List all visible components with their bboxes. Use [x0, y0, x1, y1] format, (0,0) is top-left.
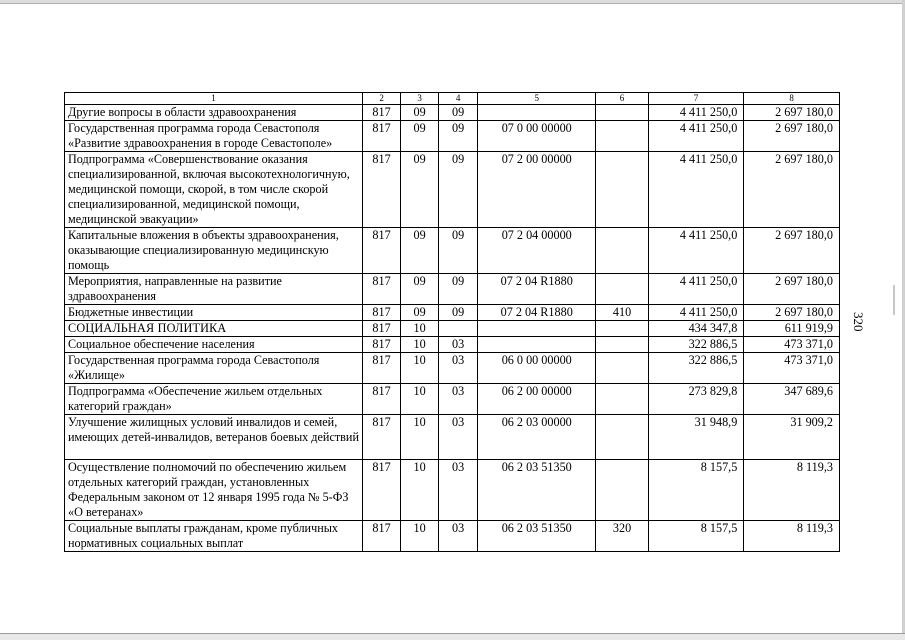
amount-year2-cell: 2 697 180,0	[744, 274, 840, 305]
expense-type-cell	[596, 337, 648, 353]
column-number: 3	[401, 93, 439, 105]
scan-smudge	[893, 285, 895, 315]
expense-type-cell: 410	[596, 305, 648, 321]
section-code-cell: 10	[401, 415, 439, 460]
ministry-code-cell: 817	[363, 152, 401, 228]
subsection-code-cell	[439, 321, 478, 337]
subsection-code-cell: 09	[439, 105, 478, 121]
subsection-code-cell: 03	[439, 521, 478, 552]
subsection-code-cell: 03	[439, 415, 478, 460]
expense-type-cell	[596, 121, 648, 152]
table-row	[65, 228, 840, 274]
item-name-cell: Мероприятия, направленные на развитие здравоохранения	[65, 274, 363, 305]
expense-type-cell: 320	[596, 521, 648, 552]
target-article-cell: 07 2 04 R1880	[478, 274, 596, 305]
expense-type-cell	[596, 274, 648, 305]
expense-type-cell	[596, 415, 648, 460]
item-name-cell: Социальное обеспечение населения	[65, 337, 363, 353]
item-name-cell: Государственная программа города Севастополя «Развитие здравоохранения в городе Севастополе»	[65, 121, 363, 152]
section-code-cell: 09	[401, 228, 439, 274]
subsection-code-cell: 09	[439, 228, 478, 274]
amount-year1-cell: 4 411 250,0	[648, 121, 744, 152]
target-article-cell: 07 0 00 00000	[478, 121, 596, 152]
subsection-code-cell: 03	[439, 384, 478, 415]
table-row	[65, 353, 840, 384]
subsection-code-cell: 09	[439, 121, 478, 152]
table-row	[65, 121, 840, 152]
item-name-cell: Бюджетные инвестиции	[65, 305, 363, 321]
subsection-code-cell: 03	[439, 353, 478, 384]
expense-type-cell	[596, 353, 648, 384]
section-code-cell: 09	[401, 274, 439, 305]
subsection-code-cell: 03	[439, 460, 478, 521]
amount-year1-cell: 322 886,5	[648, 337, 744, 353]
target-article-cell: 06 2 03 51350	[478, 521, 596, 552]
amount-year2-cell: 473 371,0	[744, 337, 840, 353]
amount-year2-cell: 2 697 180,0	[744, 105, 840, 121]
amount-year1-cell: 4 411 250,0	[648, 305, 744, 321]
section-code-cell: 10	[401, 460, 439, 521]
item-name-cell: Осуществление полномочий по обеспечению жильем отдельных категорий граждан, установленных Федеральным законом от 12 января 1995 года № 5-ФЗ «О ветеранах»	[65, 460, 363, 521]
item-name-cell: Подпрограмма «Обеспечение жильем отдельных категорий граждан»	[65, 384, 363, 415]
table-row	[65, 460, 840, 521]
expense-type-cell	[596, 105, 648, 121]
subsection-code-cell: 03	[439, 337, 478, 353]
section-code-cell: 09	[401, 105, 439, 121]
target-article-cell	[478, 105, 596, 121]
table-row	[65, 105, 840, 121]
table-row	[65, 415, 840, 460]
amount-year1-cell: 4 411 250,0	[648, 274, 744, 305]
scan-top-line	[0, 3, 905, 4]
expense-type-cell	[596, 384, 648, 415]
page-number: 320	[851, 312, 866, 332]
expense-type-cell	[596, 460, 648, 521]
ministry-code-cell: 817	[363, 460, 401, 521]
amount-year1-cell: 273 829,8	[648, 384, 744, 415]
section-code-cell: 09	[401, 305, 439, 321]
ministry-code-cell: 817	[363, 274, 401, 305]
scan-bottom-edge	[0, 634, 905, 640]
amount-year2-cell: 8 119,3	[744, 460, 840, 521]
table-row	[65, 384, 840, 415]
amount-year1-cell: 434 347,8	[648, 321, 744, 337]
amount-year2-cell: 2 697 180,0	[744, 228, 840, 274]
section-code-cell: 10	[401, 321, 439, 337]
item-name-cell: Другие вопросы в области здравоохранения	[65, 105, 363, 121]
amount-year1-cell: 4 411 250,0	[648, 152, 744, 228]
amount-year2-cell: 473 371,0	[744, 353, 840, 384]
ministry-code-cell: 817	[363, 337, 401, 353]
amount-year1-cell: 8 157,5	[648, 521, 744, 552]
item-name-cell: Социальные выплаты гражданам, кроме публичных нормативных социальных выплат	[65, 521, 363, 552]
column-number: 4	[439, 93, 478, 105]
section-code-cell: 09	[401, 152, 439, 228]
section-code-cell: 10	[401, 353, 439, 384]
expense-type-cell	[596, 152, 648, 228]
table-row	[65, 305, 840, 321]
amount-year2-cell: 2 697 180,0	[744, 305, 840, 321]
section-code-cell: 10	[401, 384, 439, 415]
ministry-code-cell: 817	[363, 121, 401, 152]
target-article-cell: 06 2 00 00000	[478, 384, 596, 415]
subsection-code-cell: 09	[439, 152, 478, 228]
ministry-code-cell: 817	[363, 228, 401, 274]
column-number: 6	[596, 93, 648, 105]
target-article-cell: 06 2 03 00000	[478, 415, 596, 460]
item-name-cell: Улучшение жилищных условий инвалидов и семей, имеющих детей-инвалидов, ветеранов боевых действий	[65, 415, 363, 460]
ministry-code-cell: 817	[363, 521, 401, 552]
item-name-cell: Капитальные вложения в объекты здравоохранения, оказывающие специализированную медицинскую помощь	[65, 228, 363, 274]
amount-year1-cell: 4 411 250,0	[648, 105, 744, 121]
target-article-cell: 07 2 04 R1880	[478, 305, 596, 321]
amount-year2-cell: 31 909,2	[744, 415, 840, 460]
section-code-cell: 10	[401, 337, 439, 353]
target-article-cell: 06 0 00 00000	[478, 353, 596, 384]
item-name-cell: Подпрограмма «Совершенствование оказания специализированной, включая высокотехнологичную, медицинской помощи, скорой, в том числе скорой специализированной, медицинской помощи, медицинской эвакуации»	[65, 152, 363, 228]
amount-year2-cell: 347 689,6	[744, 384, 840, 415]
column-number: 5	[478, 93, 596, 105]
amount-year2-cell: 2 697 180,0	[744, 152, 840, 228]
expense-type-cell	[596, 321, 648, 337]
target-article-cell	[478, 321, 596, 337]
expense-type-cell	[596, 228, 648, 274]
target-article-cell	[478, 337, 596, 353]
table-row	[65, 337, 840, 353]
ministry-code-cell: 817	[363, 321, 401, 337]
ministry-code-cell: 817	[363, 384, 401, 415]
amount-year2-cell: 2 697 180,0	[744, 121, 840, 152]
ministry-code-cell: 817	[363, 353, 401, 384]
target-article-cell: 07 2 00 00000	[478, 152, 596, 228]
amount-year1-cell: 322 886,5	[648, 353, 744, 384]
budget-table	[64, 92, 840, 552]
section-code-cell: 10	[401, 521, 439, 552]
ministry-code-cell: 817	[363, 305, 401, 321]
target-article-cell: 07 2 04 00000	[478, 228, 596, 274]
column-number-row	[65, 93, 840, 105]
target-article-cell: 06 2 03 51350	[478, 460, 596, 521]
table-row	[65, 521, 840, 552]
amount-year2-cell: 8 119,3	[744, 521, 840, 552]
amount-year1-cell: 4 411 250,0	[648, 228, 744, 274]
table-row	[65, 274, 840, 305]
ministry-code-cell: 817	[363, 105, 401, 121]
column-number: 1	[65, 93, 363, 105]
section-code-cell: 09	[401, 121, 439, 152]
subsection-code-cell: 09	[439, 305, 478, 321]
amount-year1-cell: 31 948,9	[648, 415, 744, 460]
amount-year1-cell: 8 157,5	[648, 460, 744, 521]
subsection-code-cell: 09	[439, 274, 478, 305]
amount-year2-cell: 611 919,9	[744, 321, 840, 337]
item-name-cell: СОЦИАЛЬНАЯ ПОЛИТИКА	[65, 321, 363, 337]
table-row	[65, 321, 840, 337]
table-row	[65, 152, 840, 228]
column-number: 7	[648, 93, 744, 105]
column-number: 2	[363, 93, 401, 105]
column-number: 8	[744, 93, 840, 105]
ministry-code-cell: 817	[363, 415, 401, 460]
item-name-cell: Государственная программа города Севастополя «Жилище»	[65, 353, 363, 384]
